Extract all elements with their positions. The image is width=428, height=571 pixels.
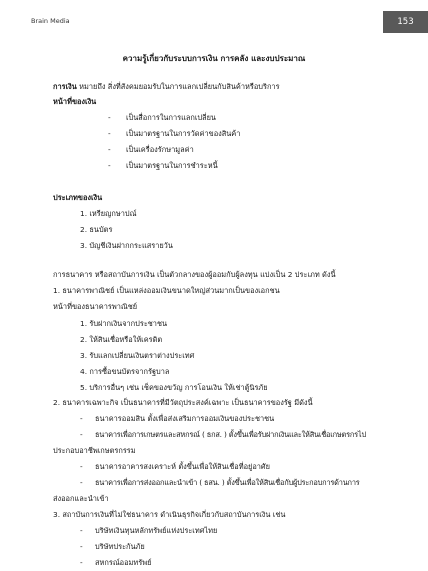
specialized-item: ธนาคารเพื่อการส่งออกและนำเข้า ( ธสน. ) ตั้งขึ้นเพื่อให้สินเชื่อกับผู้ประกอบการด้านการ [95,478,360,487]
nonbank-line: 3. สถาบันการเงินที่ไม่ใช่ธนาคาร ดำเนินธุรกิจเกี่ยวกับสถาบันการเงิน เช่น [53,510,286,519]
definition-term: การเงิน [53,82,77,91]
bullet-dash: - [108,113,111,122]
bullet-dash: - [108,145,111,154]
type-item: 1. เหรียญกษาปณ์ [80,209,137,218]
specialized-bank-line: 2. ธนาคารเฉพาะกิจ เป็นธนาคารที่มีวัตถุประสงค์เฉพาะ เป็นธนาคารของรัฐ มีดังนี้ [53,398,313,407]
bullet-dash: - [80,542,83,551]
bullet-dash: - [80,414,83,423]
commercial-bank-line: 1. ธนาคารพาณิชย์ เป็นแหล่งออมเงินขนาดใหญ่ส่วนมากเป็นของเอกชน [53,286,280,295]
specialized-item-continued: ประกอบอาชีพเกษตรกรรม [53,446,136,455]
specialized-item: ธนาคารเพื่อการเกษตรและสหกรณ์ ( ธกส. ) ตั้งขึ้นเพื่อรับฝากเงินและให้สินเชื่อเกษตรกรไป [95,430,366,439]
specialized-item: ธนาคารออมสิน ตั้งเพื่อส่งเสริมการออมเงินของประชาชน [95,414,275,423]
specialized-item: ธนาคารอาคารสงเคราะห์ ตั้งขึ้นเพื่อให้สินเชื่อที่อยู่อาศัย [95,462,270,471]
nonbank-item: บริษัทเงินทุนหลักทรัพย์แห่งประเทศไทย [95,526,218,535]
function-item: เป็นมาตรฐานในการชำระหนี้ [126,161,218,170]
bullet-dash: - [80,526,83,535]
bullet-dash: - [80,462,83,471]
page-number-badge: 153 [383,11,428,33]
commercial-duty-item: 5. บริการอื่นๆ เช่น เช็คของขวัญ การโอนเงิน ให้เช่าตู้นิรภัย [80,383,268,392]
commercial-duty-item: 1. รับฝากเงินจากประชาชน [80,319,168,328]
bullet-dash: - [108,161,111,170]
page-title: ความรู้เกี่ยวกับระบบการเงิน การคลัง และงบประมาณ [122,54,306,63]
function-item: เป็นมาตรฐานในการวัดค่าของสินค้า [126,129,241,138]
definition-text: หมายถึง สิ่งที่สังคมยอมรับในการแลกเปลี่ยนกับสินค้าหรือบริการ [76,82,280,91]
specialized-item-continued: ส่งออกและนำเข้า [53,494,109,503]
header-brand: Brain Media [31,17,70,25]
type-item: 3. บัญชีเงินฝากกระแสรายวัน [80,241,173,250]
nonbank-item: บริษัทประกันภัย [95,542,145,551]
bullet-dash: - [80,430,83,439]
definition-line [53,82,280,92]
function-item: เป็นเครื่องรักษามูลค่า [126,145,194,154]
commercial-duties-heading: หน้าที่ของธนาคารพาณิชย์ [53,302,138,311]
commercial-duty-item: 4. การซื้อขนบัตรจากรัฐบาล [80,367,170,376]
functions-heading: หน้าที่ของเงิน [53,97,97,106]
commercial-duty-item: 3. รับแลกเปลี่ยนเงินตราต่างประเทศ [80,351,195,360]
types-heading: ประเภทของเงิน [53,193,103,202]
bullet-dash: - [80,558,83,567]
bullet-dash: - [108,129,111,138]
institutions-intro: การธนาคาร หรือสถาบันการเงิน เป็นตัวกลางของผู้ออมกับผู้ลงทุน แบ่งเป็น 2 ประเภท ดังนี้ [53,270,336,279]
bullet-dash: - [80,478,83,487]
type-item: 2. ธนบัตร [80,225,113,234]
nonbank-item: สหกรณ์ออมทรัพย์ [95,558,152,567]
function-item: เป็นสื่อการในการแลกเปลี่ยน [126,113,216,122]
commercial-duty-item: 2. ให้สินเชื่อหรือให้เครดิต [80,335,163,344]
